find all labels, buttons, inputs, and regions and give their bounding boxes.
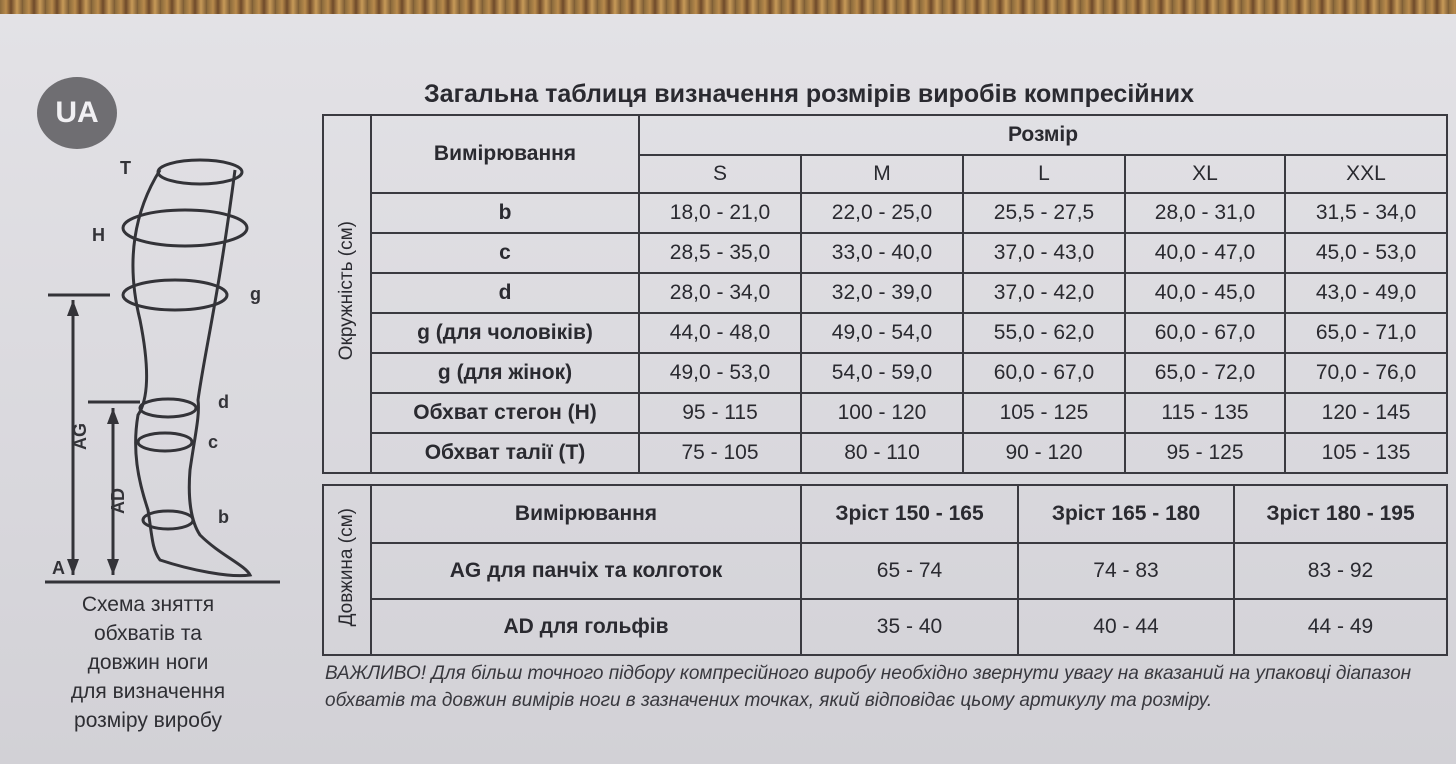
row-label: c — [371, 233, 639, 273]
height-cell: Зріст 180 - 195 — [1234, 485, 1447, 543]
table-cell: 74 - 83 — [1018, 543, 1234, 599]
table-cell: 75 - 105 — [639, 433, 801, 473]
table-row — [323, 599, 1447, 655]
measurement-header: Вимірювання — [371, 485, 801, 543]
table-cell: 22,0 - 25,0 — [801, 193, 963, 233]
table-row — [323, 313, 1447, 353]
table-cell: 60,0 - 67,0 — [1125, 313, 1285, 353]
table-cell: 65 - 74 — [801, 543, 1018, 599]
leg-measurement-diagram — [40, 150, 290, 590]
table-cell: 90 - 120 — [963, 433, 1125, 473]
label-d: d — [218, 392, 229, 412]
row-label: Обхват талії (T) — [371, 433, 639, 473]
table-cell: 18,0 - 21,0 — [639, 193, 801, 233]
table-cell: 28,0 - 31,0 — [1125, 193, 1285, 233]
size-cell: XL — [1125, 155, 1285, 193]
table-cell: 28,5 - 35,0 — [639, 233, 801, 273]
length-table — [322, 484, 1448, 656]
size-cell: XXL — [1285, 155, 1447, 193]
table-cell: 105 - 135 — [1285, 433, 1447, 473]
size-header: Розмір — [639, 115, 1447, 155]
table-cell: 44,0 - 48,0 — [639, 313, 801, 353]
table-cell: 43,0 - 49,0 — [1285, 273, 1447, 313]
table-cell: 40,0 - 47,0 — [1125, 233, 1285, 273]
table-row — [323, 233, 1447, 273]
language-badge: UA — [37, 77, 117, 149]
row-label: b — [371, 193, 639, 233]
table-cell: 55,0 - 62,0 — [963, 313, 1125, 353]
row-label: d — [371, 273, 639, 313]
table-cell: 35 - 40 — [801, 599, 1018, 655]
measurement-header: Вимірювання — [371, 115, 639, 193]
table-cell: 95 - 125 — [1125, 433, 1285, 473]
label-H: H — [92, 225, 105, 245]
table-cell: 32,0 - 39,0 — [801, 273, 963, 313]
label-b: b — [218, 507, 229, 527]
label-c: c — [208, 432, 219, 452]
important-note-lead: ВАЖЛИВО! — [325, 663, 427, 684]
table-cell: 83 - 92 — [1234, 543, 1447, 599]
label-T: T — [120, 158, 131, 178]
length-group-cell — [323, 485, 371, 655]
table-cell: 65,0 - 71,0 — [1285, 313, 1447, 353]
chart-title: Загальна таблиця визначення розмірів виробів компресійних — [424, 80, 1195, 108]
row-label: g (для жінок) — [371, 353, 639, 393]
important-note-text: Для більш точного підбору компресійного виробу необхідно звернути увагу на вказаний на упаковці діапазон обхватів та довжин вимірів ноги в зазначених точках, який відповідає цьому артикулу та розміру. — [325, 663, 1412, 711]
table-cell: 54,0 - 59,0 — [801, 353, 963, 393]
table-row — [323, 193, 1447, 233]
table-cell: 70,0 - 76,0 — [1285, 353, 1447, 393]
table-cell: 105 - 125 — [963, 393, 1125, 433]
circumference-group-label: Окружність (см) — [336, 221, 357, 361]
size-cell: L — [963, 155, 1125, 193]
table-cell: 60,0 - 67,0 — [963, 353, 1125, 393]
row-label: AD для гольфів — [371, 599, 801, 655]
row-label: g (для чоловіків) — [371, 313, 639, 353]
table-cell: 120 - 145 — [1285, 393, 1447, 433]
height-cell: Зріст 165 - 180 — [1018, 485, 1234, 543]
table-cell: 44 - 49 — [1234, 599, 1447, 655]
table-cell: 40,0 - 45,0 — [1125, 273, 1285, 313]
row-label: Обхват стегон (H) — [371, 393, 639, 433]
label-g: g — [250, 284, 261, 304]
table-cell: 100 - 120 — [801, 393, 963, 433]
table-cell: 95 - 115 — [639, 393, 801, 433]
table-row — [323, 393, 1447, 433]
table-cell: 33,0 - 40,0 — [801, 233, 963, 273]
label-AD: AD — [108, 488, 128, 514]
size-cell: M — [801, 155, 963, 193]
table-row — [323, 433, 1447, 473]
length-group-label: Довжина (см) — [336, 507, 357, 627]
table-cell: 37,0 - 43,0 — [963, 233, 1125, 273]
label-AG: AG — [70, 423, 90, 450]
table-cell: 31,5 - 34,0 — [1285, 193, 1447, 233]
table-cell: 28,0 - 34,0 — [639, 273, 801, 313]
table-cell: 37,0 - 42,0 — [963, 273, 1125, 313]
circumference-table — [322, 114, 1448, 474]
table-cell: 49,0 - 53,0 — [639, 353, 801, 393]
table-row — [323, 273, 1447, 313]
table-cell: 49,0 - 54,0 — [801, 313, 963, 353]
circumference-group-cell — [323, 115, 371, 473]
diagram-caption: Схема зняття обхватів та довжин ноги для визначення розміру виробу — [70, 593, 226, 732]
height-cell: Зріст 150 - 165 — [801, 485, 1018, 543]
table-row — [323, 543, 1447, 599]
table-cell: 45,0 - 53,0 — [1285, 233, 1447, 273]
table-cell: 65,0 - 72,0 — [1125, 353, 1285, 393]
size-cell: S — [639, 155, 801, 193]
table-row — [323, 353, 1447, 393]
important-note — [325, 660, 1435, 714]
table-cell: 115 - 135 — [1125, 393, 1285, 433]
row-label: AG для панчіх та колготок — [371, 543, 801, 599]
label-A: A — [52, 558, 65, 578]
table-cell: 40 - 44 — [1018, 599, 1234, 655]
table-cell: 80 - 110 — [801, 433, 963, 473]
table-cell: 25,5 - 27,5 — [963, 193, 1125, 233]
